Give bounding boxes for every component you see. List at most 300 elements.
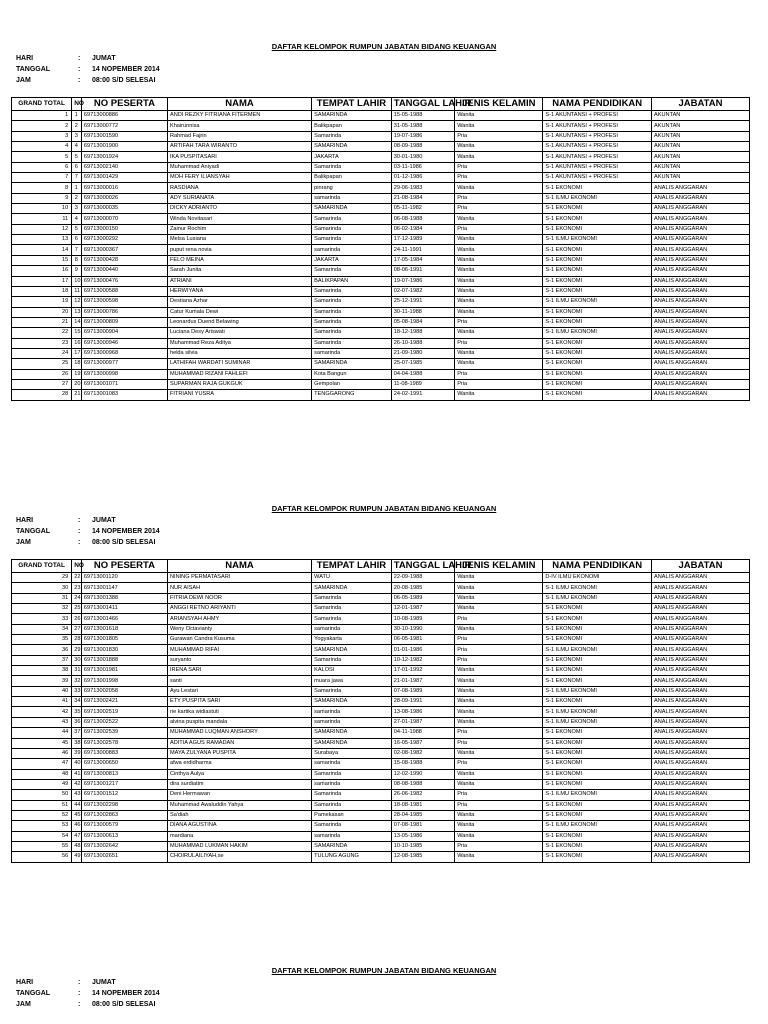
- table-cell: 23: [12, 338, 72, 348]
- table-cell: ANALIS ANGGARAN: [652, 738, 750, 748]
- table-cell: AKUNTAN: [652, 131, 750, 141]
- table-row: [12, 276, 750, 286]
- table-cell: S-1 EKONOMI: [543, 759, 652, 769]
- table-cell: ANALIS ANGGARAN: [652, 359, 750, 369]
- table-cell: Wanita: [455, 255, 543, 265]
- table-cell: 5: [72, 152, 82, 162]
- table-cell: 17-12-1989: [391, 235, 454, 245]
- table-cell: ANALIS ANGGARAN: [652, 204, 750, 214]
- table-cell: ADY SURIANATA: [167, 193, 311, 203]
- table-cell: 25-07-1985: [391, 359, 454, 369]
- info-separator: :: [78, 77, 81, 84]
- table-cell: 69713000946: [81, 338, 167, 348]
- table-cell: Wanita: [455, 307, 543, 317]
- column-header: JABATAN: [652, 560, 750, 573]
- section-title: DAFTAR KELOMPOK RUMPUN JABATAN BIDANG KEUANGAN: [271, 42, 497, 51]
- table-cell: ANALIS ANGGARAN: [652, 369, 750, 379]
- table-cell: 44: [12, 728, 72, 738]
- table-cell: 35: [72, 707, 82, 717]
- table-cell: 69713001466: [81, 614, 167, 624]
- table-cell: 69713002058: [81, 686, 167, 696]
- table-cell: Melsa Lusiana: [167, 235, 311, 245]
- table-cell: S-1 EKONOMI: [543, 779, 652, 789]
- table-cell: Leonardus Duend Belawing: [167, 317, 311, 327]
- table-cell: SAMARINDA: [312, 738, 392, 748]
- table-cell: 11: [12, 214, 72, 224]
- table-cell: 12-01-1987: [391, 604, 454, 614]
- table-cell: 3: [72, 131, 82, 141]
- table-cell: 15: [72, 328, 82, 338]
- table-cell: Wanita: [455, 276, 543, 286]
- table-cell: Pria: [455, 131, 543, 141]
- table-cell: HERWIYANA: [167, 286, 311, 296]
- table-cell: ANALIS ANGGARAN: [652, 583, 750, 593]
- table-cell: 69713000786: [81, 307, 167, 317]
- table-cell: ANALIS ANGGARAN: [652, 286, 750, 296]
- table-row: [12, 379, 750, 389]
- table-cell: 08-06-1991: [391, 266, 454, 276]
- table-cell: 24: [12, 348, 72, 358]
- table-cell: 05-11-1982: [391, 204, 454, 214]
- table-cell: Gurawan Candra Kusuma: [167, 635, 311, 645]
- info-label: HARI: [16, 517, 34, 524]
- info-label: JAM: [16, 539, 31, 546]
- table-cell: 47: [12, 759, 72, 769]
- table-cell: 69713001147: [81, 583, 167, 593]
- table-cell: 20: [72, 379, 82, 389]
- table-cell: ANALIS ANGGARAN: [652, 307, 750, 317]
- table-cell: 69713002651: [81, 852, 167, 862]
- table-cell: 7: [12, 173, 72, 183]
- table-cell: 46: [72, 821, 82, 831]
- schedule-info-row: [16, 53, 160, 64]
- table-cell: 34: [12, 624, 72, 634]
- table-row: [12, 852, 750, 862]
- table-cell: Pria: [455, 635, 543, 645]
- table-cell: 28: [12, 390, 72, 400]
- schedule-info: [16, 977, 160, 1010]
- section-title: DAFTAR KELOMPOK RUMPUN JABATAN BIDANG KEUANGAN: [271, 966, 497, 975]
- table-cell: 4: [72, 214, 82, 224]
- table-cell: 69713000579: [81, 821, 167, 831]
- table-cell: ANALIS ANGGARAN: [652, 255, 750, 265]
- table-cell: 69713000650: [81, 759, 167, 769]
- table-cell: ANALIS ANGGARAN: [652, 841, 750, 851]
- table-row: [12, 769, 750, 779]
- table-cell: 16: [72, 338, 82, 348]
- table-cell: SAMARINDA: [312, 204, 392, 214]
- table-cell: 69713001590: [81, 131, 167, 141]
- table-cell: Wanita: [455, 142, 543, 152]
- table-cell: ANALIS ANGGARAN: [652, 624, 750, 634]
- table-row: [12, 131, 750, 141]
- table-cell: 38: [12, 666, 72, 676]
- table-row: [12, 183, 750, 193]
- table-cell: 30-11-1988: [391, 307, 454, 317]
- table-cell: 69713001924: [81, 152, 167, 162]
- table-cell: Wanita: [455, 390, 543, 400]
- table-cell: DICKY ADRIANTO: [167, 204, 311, 214]
- table-cell: S-1 EKONOMI: [543, 769, 652, 779]
- table-cell: 06-02-1984: [391, 224, 454, 234]
- table-cell: 69713000150: [81, 224, 167, 234]
- table-cell: 20-08-1985: [391, 583, 454, 593]
- table-cell: S-1 EKONOMI: [543, 655, 652, 665]
- table-cell: 15: [12, 255, 72, 265]
- column-header: NAMA PENDIDIKAN: [543, 98, 652, 111]
- table-cell: TULUNG AGUNG: [312, 852, 392, 862]
- table-cell: ANALIS ANGGARAN: [652, 328, 750, 338]
- table-cell: 69713002298: [81, 800, 167, 810]
- table-row: [12, 583, 750, 593]
- table-cell: Wanita: [455, 111, 543, 121]
- schedule-info-row: [16, 988, 160, 999]
- table-cell: S-1 EKONOMI: [543, 810, 652, 820]
- table-cell: Samarinda: [312, 297, 392, 307]
- table-cell: 69713000809: [81, 317, 167, 327]
- table-cell: 21-01-1987: [391, 676, 454, 686]
- table-cell: samarinda: [312, 348, 392, 358]
- table-cell: 39: [72, 748, 82, 758]
- table-cell: 06-05-1989: [391, 593, 454, 603]
- table-cell: 2: [12, 121, 72, 131]
- column-header: TEMPAT LAHIR: [312, 560, 392, 573]
- section-title: DAFTAR KELOMPOK RUMPUN JABATAN BIDANG KEUANGAN: [271, 504, 497, 513]
- table-cell: Balikpapan: [312, 173, 392, 183]
- table-cell: 31-05-1988: [391, 121, 454, 131]
- table-cell: 01-01-1986: [391, 645, 454, 655]
- table-cell: ATRIANI: [167, 276, 311, 286]
- table-cell: Pria: [455, 317, 543, 327]
- table-row: [12, 728, 750, 738]
- table-cell: 26: [72, 614, 82, 624]
- table-cell: samarinda: [312, 193, 392, 203]
- table-cell: Pria: [455, 614, 543, 624]
- table-cell: Wanita: [455, 348, 543, 358]
- table-cell: Samarinda: [312, 214, 392, 224]
- table-cell: 16-05-1987: [391, 738, 454, 748]
- table-cell: 48: [72, 841, 82, 851]
- table-cell: 33: [72, 686, 82, 696]
- column-header: NO PESERTA: [81, 560, 167, 573]
- table-row: [12, 245, 750, 255]
- column-header: GRAND TOTAL: [12, 560, 72, 573]
- participant-table: [11, 559, 750, 863]
- table-cell: FITRIANI YUSRA: [167, 390, 311, 400]
- table-cell: Wanita: [455, 821, 543, 831]
- table-cell: 69713000026: [81, 193, 167, 203]
- table-row: [12, 328, 750, 338]
- table-cell: FELO MEINA: [167, 255, 311, 265]
- table-cell: S-1 EKONOMI: [543, 338, 652, 348]
- table-cell: 42: [12, 707, 72, 717]
- table-cell: 10: [72, 276, 82, 286]
- table-cell: ANALIS ANGGARAN: [652, 573, 750, 583]
- table-cell: 12-08-1985: [391, 852, 454, 862]
- table-cell: 18: [12, 286, 72, 296]
- table-cell: ARTIFAH TARA WIRANTO: [167, 142, 311, 152]
- table-row: [12, 224, 750, 234]
- column-header: JENIS KELAMIN: [455, 560, 543, 573]
- table-cell: Pria: [455, 759, 543, 769]
- table-cell: 28: [72, 635, 82, 645]
- table-cell: S-1 EKONOMI: [543, 666, 652, 676]
- table-cell: S-1 EKONOMI: [543, 738, 652, 748]
- table-row: [12, 800, 750, 810]
- column-header: JABATAN: [652, 98, 750, 111]
- table-cell: SAMARINDA: [312, 359, 392, 369]
- table-cell: 31: [12, 593, 72, 603]
- table-cell: 04-11-1988: [391, 728, 454, 738]
- table-cell: 27: [72, 624, 82, 634]
- table-cell: Pria: [455, 204, 543, 214]
- table-cell: 48: [12, 769, 72, 779]
- table-cell: S-1 ILMU EKONOMI: [543, 821, 652, 831]
- table-cell: Muhammad Reza Aditya: [167, 338, 311, 348]
- table-cell: 36: [12, 645, 72, 655]
- table-cell: BALIKPAPAN: [312, 276, 392, 286]
- table-cell: Weny Octavianty: [167, 624, 311, 634]
- table-cell: S-1 ILMU EKONOMI: [543, 297, 652, 307]
- info-separator: :: [78, 66, 81, 73]
- table-cell: SAMARINDA: [312, 142, 392, 152]
- table-cell: S-1 AKUNTANSI + PROFESI: [543, 142, 652, 152]
- info-separator: :: [78, 979, 81, 986]
- table-cell: helda silvia: [167, 348, 311, 358]
- table-cell: ANALIS ANGGARAN: [652, 697, 750, 707]
- column-header: NO: [72, 560, 82, 573]
- table-cell: ANALIS ANGGARAN: [652, 800, 750, 810]
- table-cell: 29: [12, 573, 72, 583]
- table-row: [12, 193, 750, 203]
- info-separator: :: [78, 517, 81, 524]
- table-row: [12, 676, 750, 686]
- info-value: JUMAT: [92, 55, 116, 62]
- table-cell: muara jawa: [312, 676, 392, 686]
- table-cell: S-1 ILMU EKONOMI: [543, 583, 652, 593]
- table-cell: 23: [72, 583, 82, 593]
- table-cell: ANALIS ANGGARAN: [652, 604, 750, 614]
- table-cell: 18: [72, 359, 82, 369]
- table-cell: S-1 EKONOMI: [543, 255, 652, 265]
- schedule-info-row: [16, 977, 160, 988]
- table-cell: ANALIS ANGGARAN: [652, 831, 750, 841]
- table-row: [12, 759, 750, 769]
- table-cell: 10: [12, 204, 72, 214]
- table-cell: ETY PUSPITA SARI: [167, 697, 311, 707]
- info-value: 08:00 S/D SELESAI: [92, 539, 156, 546]
- table-row: [12, 604, 750, 614]
- table-cell: samarinda: [312, 779, 392, 789]
- table-cell: S-1 ILMU EKONOMI: [543, 717, 652, 727]
- info-value: 08:00 S/D SELESAI: [92, 77, 156, 84]
- table-cell: 69713000883: [81, 748, 167, 758]
- table-cell: 38: [72, 738, 82, 748]
- table-cell: S-1 EKONOMI: [543, 614, 652, 624]
- table-cell: 6: [12, 162, 72, 172]
- table-cell: SAMARINDA: [312, 111, 392, 121]
- info-value: 14 NOPEMBER 2014: [92, 66, 160, 73]
- table-row: [12, 717, 750, 727]
- table-cell: 08-09-1988: [391, 142, 454, 152]
- table-cell: 69713001217: [81, 779, 167, 789]
- info-value: 14 NOPEMBER 2014: [92, 990, 160, 997]
- table-cell: Rahmad Fajrin: [167, 131, 311, 141]
- table-cell: S-1 EKONOMI: [543, 307, 652, 317]
- table-cell: MUHAMMAD RIFAI: [167, 645, 311, 655]
- table-cell: 34: [72, 697, 82, 707]
- table-cell: Wanita: [455, 266, 543, 276]
- table-cell: MUHAMMAD RIZANI FAHLEFI: [167, 369, 311, 379]
- table-cell: 21: [72, 390, 82, 400]
- schedule-info: [16, 515, 160, 548]
- table-cell: ANALIS ANGGARAN: [652, 593, 750, 603]
- table-cell: SAMARINDA: [312, 697, 392, 707]
- table-cell: 22: [72, 573, 82, 583]
- table-cell: samarinda: [312, 717, 392, 727]
- table-cell: 18-08-1981: [391, 800, 454, 810]
- column-header: JENIS KELAMIN: [455, 98, 543, 111]
- table-cell: 22-09-1988: [391, 573, 454, 583]
- table-row: [12, 317, 750, 327]
- table-cell: 69713001981: [81, 666, 167, 676]
- table-cell: Pria: [455, 841, 543, 851]
- table-row: [12, 121, 750, 131]
- schedule-info-row: [16, 999, 160, 1010]
- table-cell: S-1 EKONOMI: [543, 831, 652, 841]
- table-cell: 17-01-1992: [391, 666, 454, 676]
- table-cell: Samarinda: [312, 593, 392, 603]
- table-cell: Muhammad Aniyadi: [167, 162, 311, 172]
- table-cell: ANALIS ANGGARAN: [652, 707, 750, 717]
- table-cell: S-1 EKONOMI: [543, 276, 652, 286]
- table-cell: S-1 ILMU EKONOMI: [543, 593, 652, 603]
- table-cell: 10-10-1985: [391, 841, 454, 851]
- table-cell: rie kartika widiastuti: [167, 707, 311, 717]
- table-cell: 13-05-1986: [391, 831, 454, 841]
- table-cell: 20: [12, 307, 72, 317]
- table-cell: ANALIS ANGGARAN: [652, 266, 750, 276]
- table-row: [12, 810, 750, 820]
- info-separator: :: [78, 990, 81, 997]
- table-cell: Wanita: [455, 286, 543, 296]
- table-row: [12, 624, 750, 634]
- table-cell: Pria: [455, 173, 543, 183]
- table-cell: alvina puspita mandala: [167, 717, 311, 727]
- table-cell: Samarinda: [312, 604, 392, 614]
- table-cell: 25: [12, 359, 72, 369]
- table-cell: Samarinda: [312, 317, 392, 327]
- table-cell: Samarinda: [312, 224, 392, 234]
- table-cell: S-1 EKONOMI: [543, 245, 652, 255]
- table-cell: 35: [12, 635, 72, 645]
- table-header-row: [12, 98, 750, 111]
- table-row: [12, 821, 750, 831]
- table-cell: 15-05-1988: [391, 111, 454, 121]
- table-cell: 31: [72, 666, 82, 676]
- info-label: TANGGAL: [16, 990, 51, 997]
- info-separator: :: [78, 1001, 81, 1008]
- table-cell: Samarinda: [312, 307, 392, 317]
- table-cell: 69713002421: [81, 697, 167, 707]
- table-cell: 69713000598: [81, 297, 167, 307]
- table-cell: S-1 ILMU EKONOMI: [543, 790, 652, 800]
- table-cell: Balikpapan: [312, 121, 392, 131]
- table-cell: 08-08-1988: [391, 779, 454, 789]
- table-cell: S-1 AKUNTANSI + PROFESI: [543, 152, 652, 162]
- table-cell: 13: [72, 307, 82, 317]
- table-cell: 30: [12, 583, 72, 593]
- table-cell: 69713000016: [81, 183, 167, 193]
- table-cell: 69713000035: [81, 204, 167, 214]
- table-cell: NUR AISAH: [167, 583, 311, 593]
- table-cell: ANALIS ANGGARAN: [652, 655, 750, 665]
- table-cell: Wanita: [455, 624, 543, 634]
- table-cell: pinrang: [312, 183, 392, 193]
- table-cell: S-1 EKONOMI: [543, 379, 652, 389]
- table-cell: Sa'diah: [167, 810, 311, 820]
- table-cell: S-1 EKONOMI: [543, 286, 652, 296]
- table-cell: Wanita: [455, 686, 543, 696]
- schedule-info-row: [16, 526, 160, 537]
- table-row: [12, 338, 750, 348]
- table-cell: Pria: [455, 193, 543, 203]
- table-cell: 13: [12, 235, 72, 245]
- table-cell: 69713002519: [81, 707, 167, 717]
- table-cell: 41: [12, 697, 72, 707]
- table-cell: Samarinda: [312, 800, 392, 810]
- table-cell: S-1 EKONOMI: [543, 317, 652, 327]
- table-cell: 69713001618: [81, 624, 167, 634]
- table-cell: S-1 EKONOMI: [543, 748, 652, 758]
- table-cell: S-1 EKONOMI: [543, 728, 652, 738]
- table-cell: 69713001120: [81, 573, 167, 583]
- info-label: JAM: [16, 1001, 31, 1008]
- table-cell: ANALIS ANGGARAN: [652, 379, 750, 389]
- table-cell: 4: [72, 142, 82, 152]
- table-cell: 24: [72, 593, 82, 603]
- table-cell: S-1 EKONOMI: [543, 841, 652, 851]
- table-cell: 12-02-1990: [391, 769, 454, 779]
- table-cell: 12: [12, 224, 72, 234]
- table-cell: Samarinda: [312, 235, 392, 245]
- table-cell: 16: [12, 266, 72, 276]
- table-cell: Samarinda: [312, 655, 392, 665]
- table-cell: S-1 EKONOMI: [543, 390, 652, 400]
- table-cell: TENGGARONG: [312, 390, 392, 400]
- table-cell: 7: [72, 173, 82, 183]
- table-cell: Wanita: [455, 748, 543, 758]
- table-cell: 05-08-1984: [391, 317, 454, 327]
- table-cell: Wanita: [455, 604, 543, 614]
- table-cell: Pamekasan: [312, 810, 392, 820]
- table-cell: Wanita: [455, 707, 543, 717]
- table-cell: Wanita: [455, 666, 543, 676]
- table-cell: ANALIS ANGGARAN: [652, 645, 750, 655]
- table-cell: 3: [72, 204, 82, 214]
- table-cell: 5: [12, 152, 72, 162]
- table-cell: SAMARINDA: [312, 728, 392, 738]
- table-cell: Samarinda: [312, 614, 392, 624]
- table-cell: 21-08-1984: [391, 193, 454, 203]
- table-row: [12, 573, 750, 583]
- table-cell: 10-08-1989: [391, 614, 454, 624]
- table-row: [12, 635, 750, 645]
- table-cell: 36: [72, 717, 82, 727]
- table-cell: 30-10-1990: [391, 624, 454, 634]
- table-cell: 13-08-1986: [391, 707, 454, 717]
- info-separator: :: [78, 55, 81, 62]
